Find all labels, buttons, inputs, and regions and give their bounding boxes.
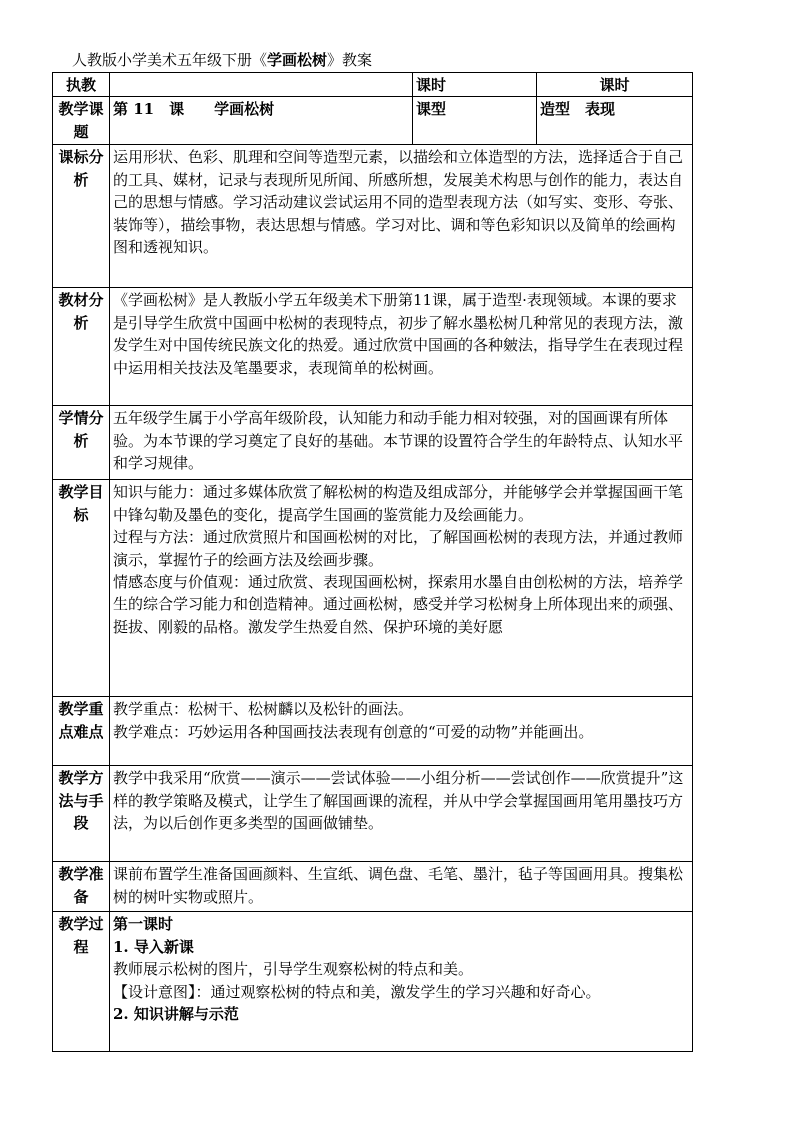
topic-row: [53, 97, 693, 145]
paragraph: 过程与方法：通过欣赏照片和国画松树的对比，了解国画松树的表现方法，并通过教师演示，掌握竹子的绘画方法及绘画步骤。: [113, 528, 684, 569]
design-intent: 【设计意图】：通过观察松树的特点和美，激发学生的学习兴趣和好奇心。: [113, 982, 601, 1001]
header-row: [53, 73, 693, 97]
title-lesson-name: 学画松树: [267, 51, 328, 69]
paragraph: 教学重点：松树干、松树麟以及松针的画法。: [113, 700, 414, 719]
paragraph: 教学中我采用“欣赏——演示——尝试体验——小组分析——尝试创作——欣赏提升”这样的教学策略及模式，让学生了解国画课的流程，并从中学会掌握国画用笔用墨技巧方法，为以后创作更多类型的国画做铺垫。: [113, 769, 684, 833]
lesson-plan-table: [52, 72, 693, 1052]
section-row-curriculum: [53, 145, 693, 288]
section-label: 教学目标: [53, 480, 110, 697]
paragraph: 五年级学生属于小学高年级阶段，认知能力和动手能力相对较强，对的国画课有所体验。为本节课的学习奠定了良好的基础。本节课的设置符合学生的年龄特点、认知水平和学习规律。: [113, 409, 684, 473]
lesson-type-value: 造型 表现: [537, 97, 693, 145]
section-row-process: [53, 912, 693, 1052]
section-content: [110, 862, 693, 912]
period-value: 课时: [537, 73, 693, 97]
teacher-value: [110, 73, 413, 97]
section-label: 教学重点难点: [53, 697, 110, 766]
topic-value: 第 11 课 学画松树: [110, 97, 413, 145]
paragraph: 《学画松树》是人教版小学五年级美术下册第11课，属于造型·表现领域。本课的要求是引导学生欣赏中国画中松树的表现特点，初步了解水墨松树几种常见的表现方法，激发学生对中国传统民族文化的热爱。通过欣赏中国画的各种皴法，指导学生在表现过程中运用相关技法及笔墨要求，表现简单的松树画。: [113, 291, 684, 377]
section-content: [110, 406, 693, 480]
step-heading: 1. 导入新课: [113, 937, 194, 956]
period-heading: 第一课时: [113, 915, 174, 934]
section-content: [110, 480, 693, 697]
section-row-objectives: [53, 480, 693, 697]
paragraph: 知识与能力：通过多媒体欣赏了解松树的构造及组成部分，并能够学会并掌握国画干笔中锋勾勒及墨色的变化，提高学生国画的鉴赏能力及绘画能力。: [113, 483, 684, 524]
section-row-learners: [53, 406, 693, 480]
section-row-preparation: [53, 862, 693, 912]
section-content: [110, 912, 693, 1052]
section-content: [110, 697, 693, 766]
step-heading: 2. 知识讲解与示范: [113, 1005, 239, 1024]
title-suffix: 》教案: [327, 51, 373, 69]
paragraph: 教师展示松树的图片，引导学生观察松树的特点和美。: [113, 960, 474, 979]
section-row-methods: [53, 766, 693, 862]
lesson-type-label: 课型: [413, 97, 537, 145]
section-content: [110, 766, 693, 862]
section-row-textbook: [53, 288, 693, 406]
section-label: 教学过程: [53, 912, 110, 1052]
section-label: 学情分析: [53, 406, 110, 480]
topic-label: 教学课题: [53, 97, 110, 145]
paragraph: 情感态度与价值观：通过欣赏、表现国画松树，探索用水墨自由创松树的方法，培养学生的综合学习能力和创造精神。通过画松树，感受并学习松树身上所体现出来的顽强、挺拔、刚毅的品格。激发学生热爱自然、保护环境的美好愿: [113, 573, 684, 636]
paragraph: 教学难点：巧妙运用各种国画技法表现有创意的“可爱的动物”并能画出。: [113, 722, 594, 741]
section-label: 课标分析: [53, 145, 110, 288]
teacher-label: 执教: [53, 73, 110, 97]
title-prefix: 人教版小学美术五年级下册《: [72, 51, 268, 69]
section-content: [110, 288, 693, 406]
section-content: [110, 145, 693, 288]
section-label: 教材分析: [53, 288, 110, 406]
paragraph: 课前布置学生准备国画颜料、生宣纸、调色盘、毛笔、墨汁，毡子等国画用具。搜集松树的树叶实物或照片。: [113, 865, 684, 906]
document-title: [72, 50, 372, 70]
section-label: 教学方法与手段: [53, 766, 110, 862]
section-row-key-points: [53, 697, 693, 766]
section-label: 教学准备: [53, 862, 110, 912]
period-label: 课时: [413, 73, 537, 97]
paragraph: 运用形状、色彩、肌理和空间等造型元素，以描绘和立体造型的方法，选择适合于自己的工具、媒材，记录与表现所见所闻、所感所想，发展美术构思与创作的能力，表达自己的思想与情感。学习活动建议尝试运用不同的造型表现方法（如写实、变形、夸张、装饰等），描绘事物，表达思想与情感。学习对比、调和等色彩知识以及简单的绘画构图和透视知识。: [113, 148, 684, 257]
